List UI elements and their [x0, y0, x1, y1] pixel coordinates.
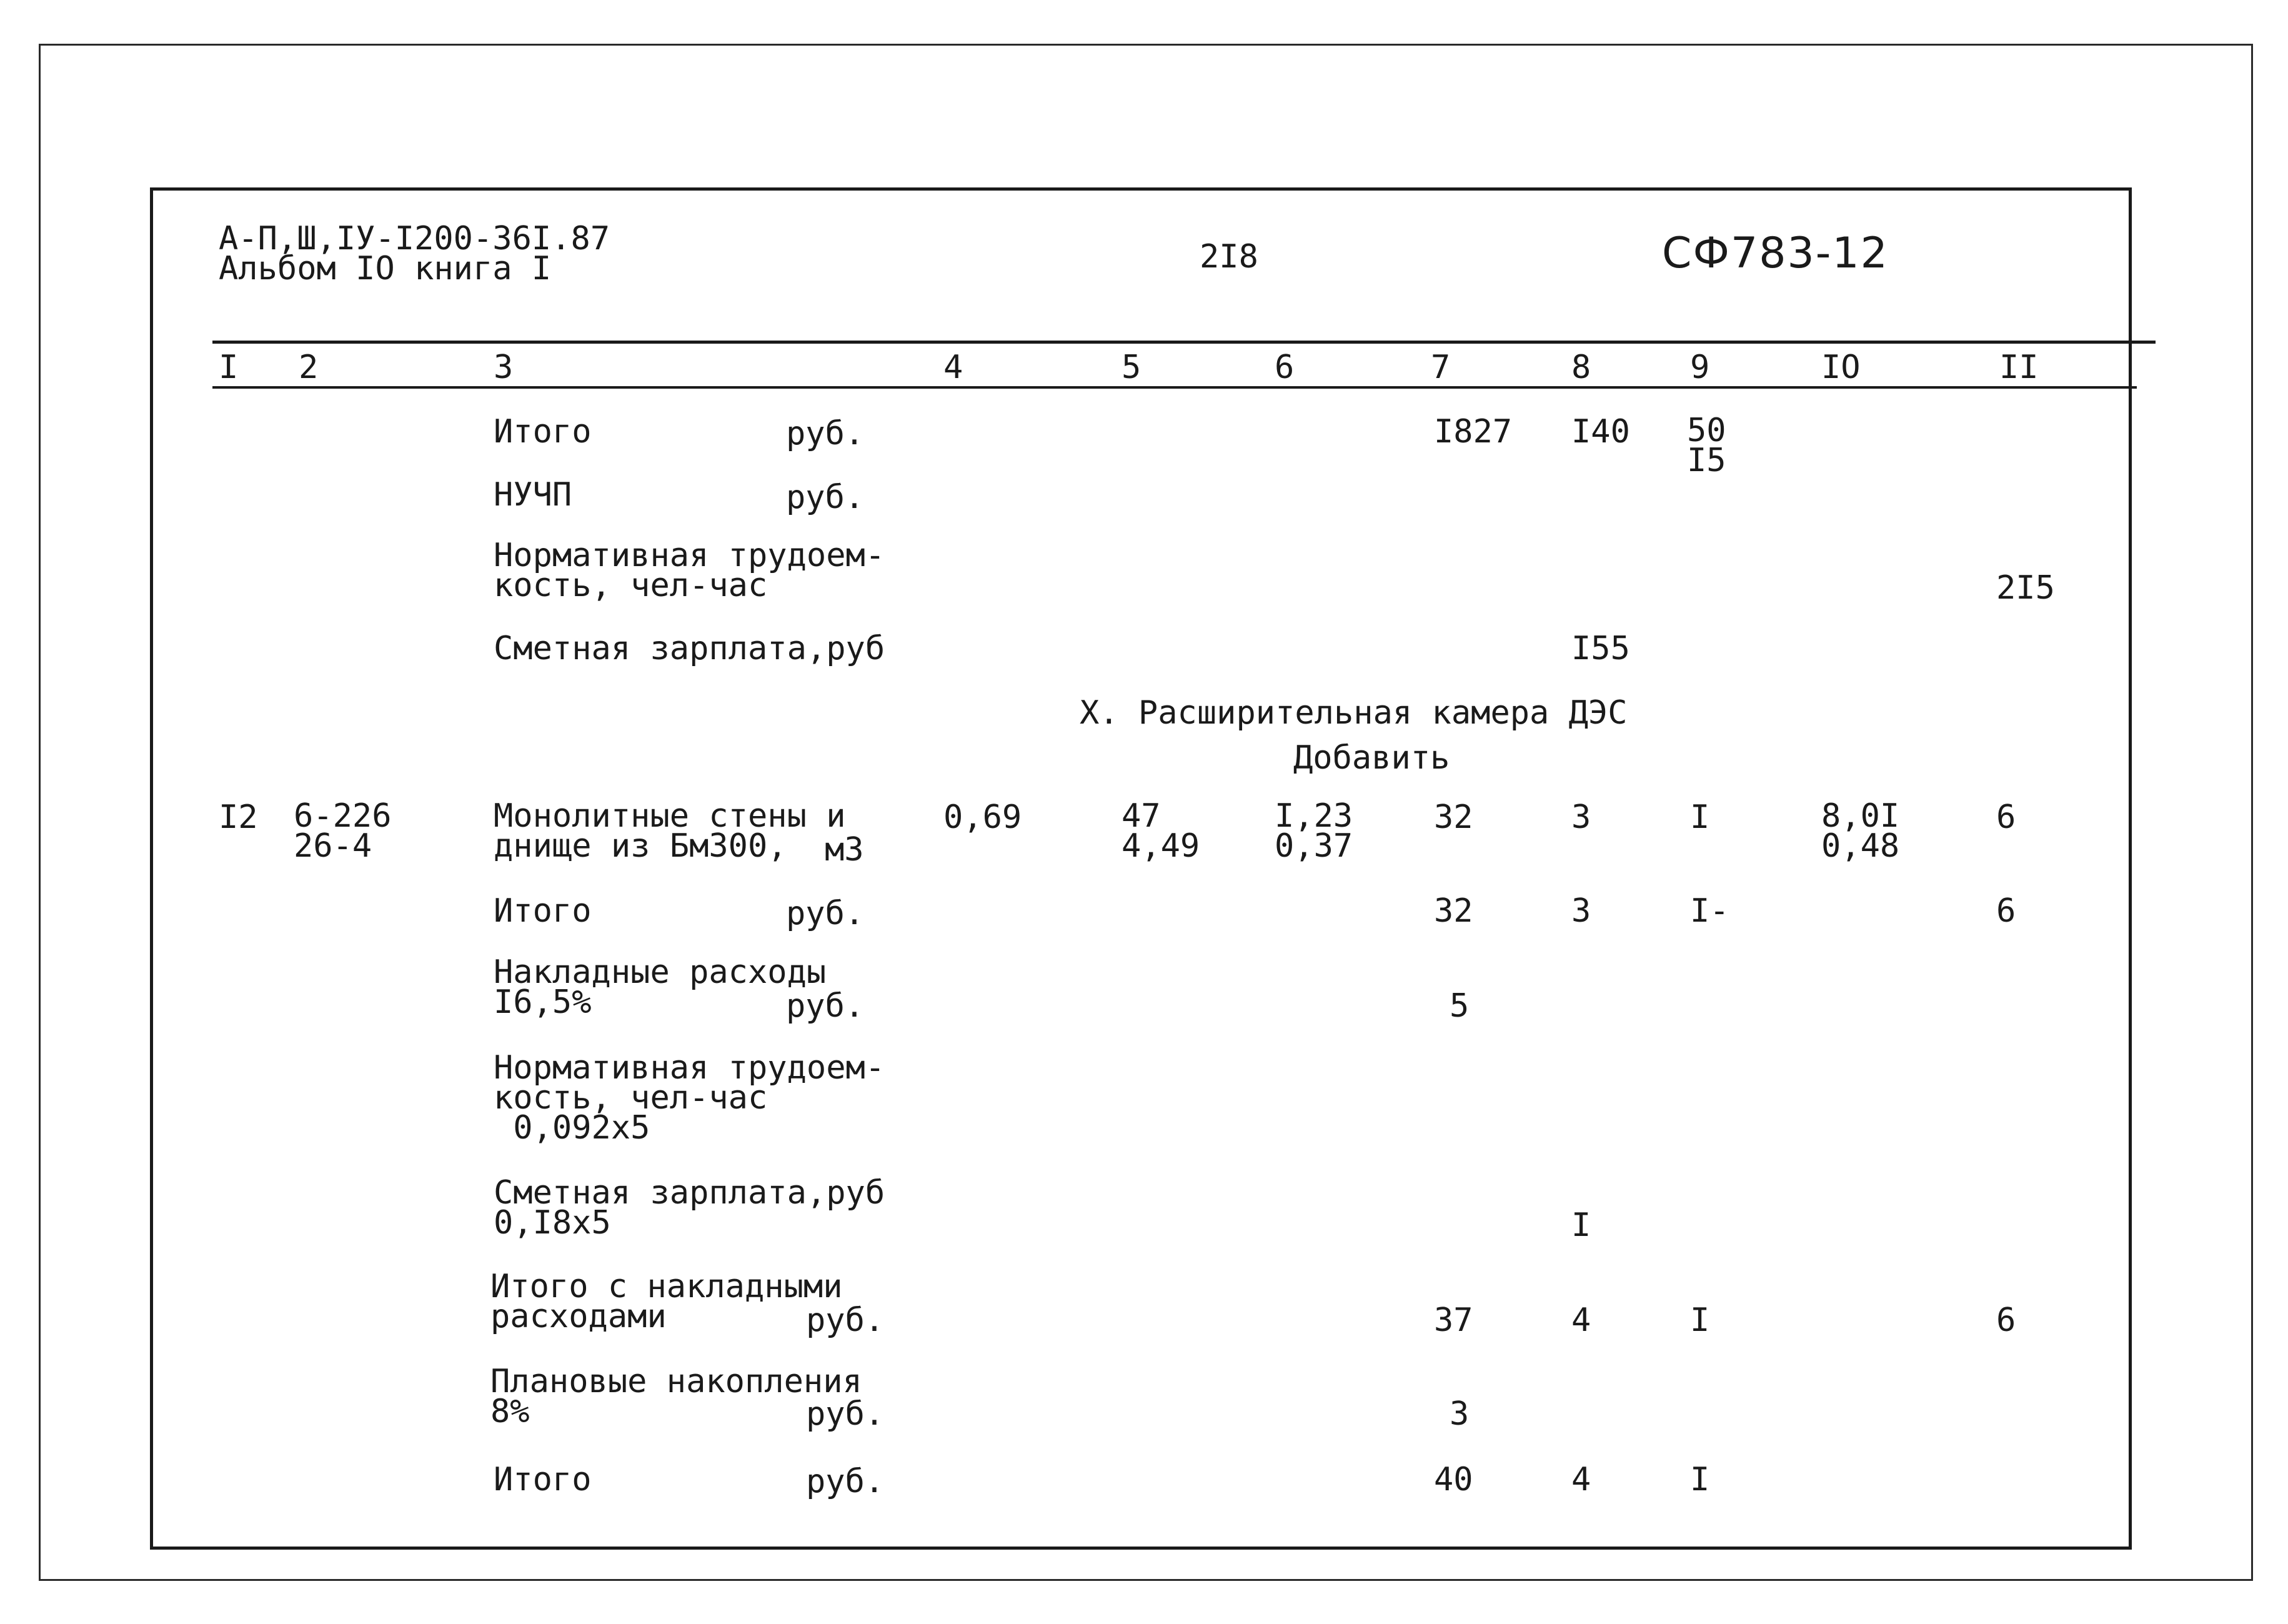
section-subtitle: Добавить	[1293, 739, 1450, 777]
overhead-unit: руб.	[786, 987, 865, 1025]
itogo-final-col7: 40	[1434, 1461, 1473, 1498]
header-top-rule	[212, 341, 2156, 344]
inner-frame	[150, 187, 2132, 1550]
wage-col8: I55	[1571, 630, 1630, 667]
itogo-final-col9: I	[1690, 1461, 1710, 1498]
itogo-unit: руб.	[786, 415, 865, 452]
itogo2-col8: 3	[1571, 892, 1591, 930]
item-code: 6-226 26-4	[294, 797, 392, 865]
itogo2-col9: I-	[1690, 892, 1729, 930]
album-label: Альбом IO книга I	[219, 250, 552, 287]
itogo-overhead-label: Итого с накладными расходами	[490, 1268, 843, 1335]
overhead-col7: 5	[1450, 987, 1470, 1025]
labor2-label: Нормативная трудоем- кость, чел-час 0,092х5	[494, 1049, 885, 1147]
document-code: СФ783-12	[1662, 229, 1889, 278]
series-code: А-П,Ш,IУ-I200-36I.87	[219, 220, 610, 257]
col-header-6: 6	[1275, 349, 1295, 386]
col-header-10: IO	[1821, 349, 1861, 386]
itogo-col7: I827	[1434, 413, 1513, 451]
item-name: Монолитные стены и днище из Бм300,	[494, 797, 846, 865]
itogo-col9: 50 I5	[1687, 412, 1726, 479]
item-col7: 32	[1434, 799, 1473, 836]
wage-label: Сметная зарплата,руб	[494, 630, 885, 667]
col-header-1: I	[219, 349, 239, 386]
itogo-final-label: Итого	[494, 1461, 592, 1498]
planned-unit: руб.	[806, 1395, 885, 1433]
item-col10: 8,0I 0,48	[1821, 797, 1900, 865]
overhead-label: Накладные расходы I6,5%	[494, 954, 827, 1021]
itogo-overhead-col11: 6	[1996, 1302, 2016, 1339]
item-unit: м3	[825, 831, 864, 869]
item-col8: 3	[1571, 799, 1591, 836]
item-col4: 0,69	[943, 799, 1022, 836]
col-header-11: II	[1999, 349, 2039, 386]
item-col5: 47 4,49	[1122, 797, 1200, 865]
itogo2-col7: 32	[1434, 892, 1473, 930]
section-title: Х. Расширительная камера ДЭС	[1080, 694, 1628, 732]
page-number: 2I8	[1200, 238, 1258, 276]
col-header-8: 8	[1571, 349, 1591, 386]
nuchp-unit: руб.	[786, 479, 865, 516]
wage2-col8: I	[1571, 1207, 1591, 1244]
col-header-7: 7	[1431, 349, 1451, 386]
itogo-col8: I40	[1571, 413, 1630, 451]
item-col6: I,23 0,37	[1275, 797, 1353, 865]
col-header-4: 4	[943, 349, 963, 386]
itogo-overhead-unit: руб.	[806, 1302, 885, 1339]
item-col11: 6	[1996, 799, 2016, 836]
header-bottom-rule	[212, 386, 2137, 389]
wage2-label: Сметная зарплата,руб 0,I8х5	[494, 1174, 885, 1242]
itogo2-col11: 6	[1996, 892, 2016, 930]
itogo-label: Итого	[494, 413, 592, 451]
itogo-final-unit: руб.	[806, 1463, 885, 1500]
itogo-overhead-col9: I	[1690, 1302, 1710, 1339]
labor-col11: 2I5	[1996, 569, 2055, 607]
col-header-9: 9	[1690, 349, 1710, 386]
itogo2-label: Итого	[494, 892, 592, 930]
labor-label: Нормативная трудоем- кость, чел-час	[494, 537, 885, 604]
itogo-overhead-col8: 4	[1571, 1302, 1591, 1339]
nuchp-label: НУЧП	[494, 476, 572, 514]
col-header-2: 2	[299, 349, 319, 386]
planned-col7: 3	[1450, 1395, 1470, 1433]
itogo2-unit: руб.	[786, 895, 865, 932]
item-col9: I	[1690, 799, 1710, 836]
planned-label: Плановые накопления 8%	[490, 1363, 862, 1430]
itogo-final-col8: 4	[1571, 1461, 1591, 1498]
col-header-5: 5	[1122, 349, 1142, 386]
col-header-3: 3	[494, 349, 514, 386]
itogo-overhead-col7: 37	[1434, 1302, 1473, 1339]
item-number: I2	[219, 799, 258, 836]
